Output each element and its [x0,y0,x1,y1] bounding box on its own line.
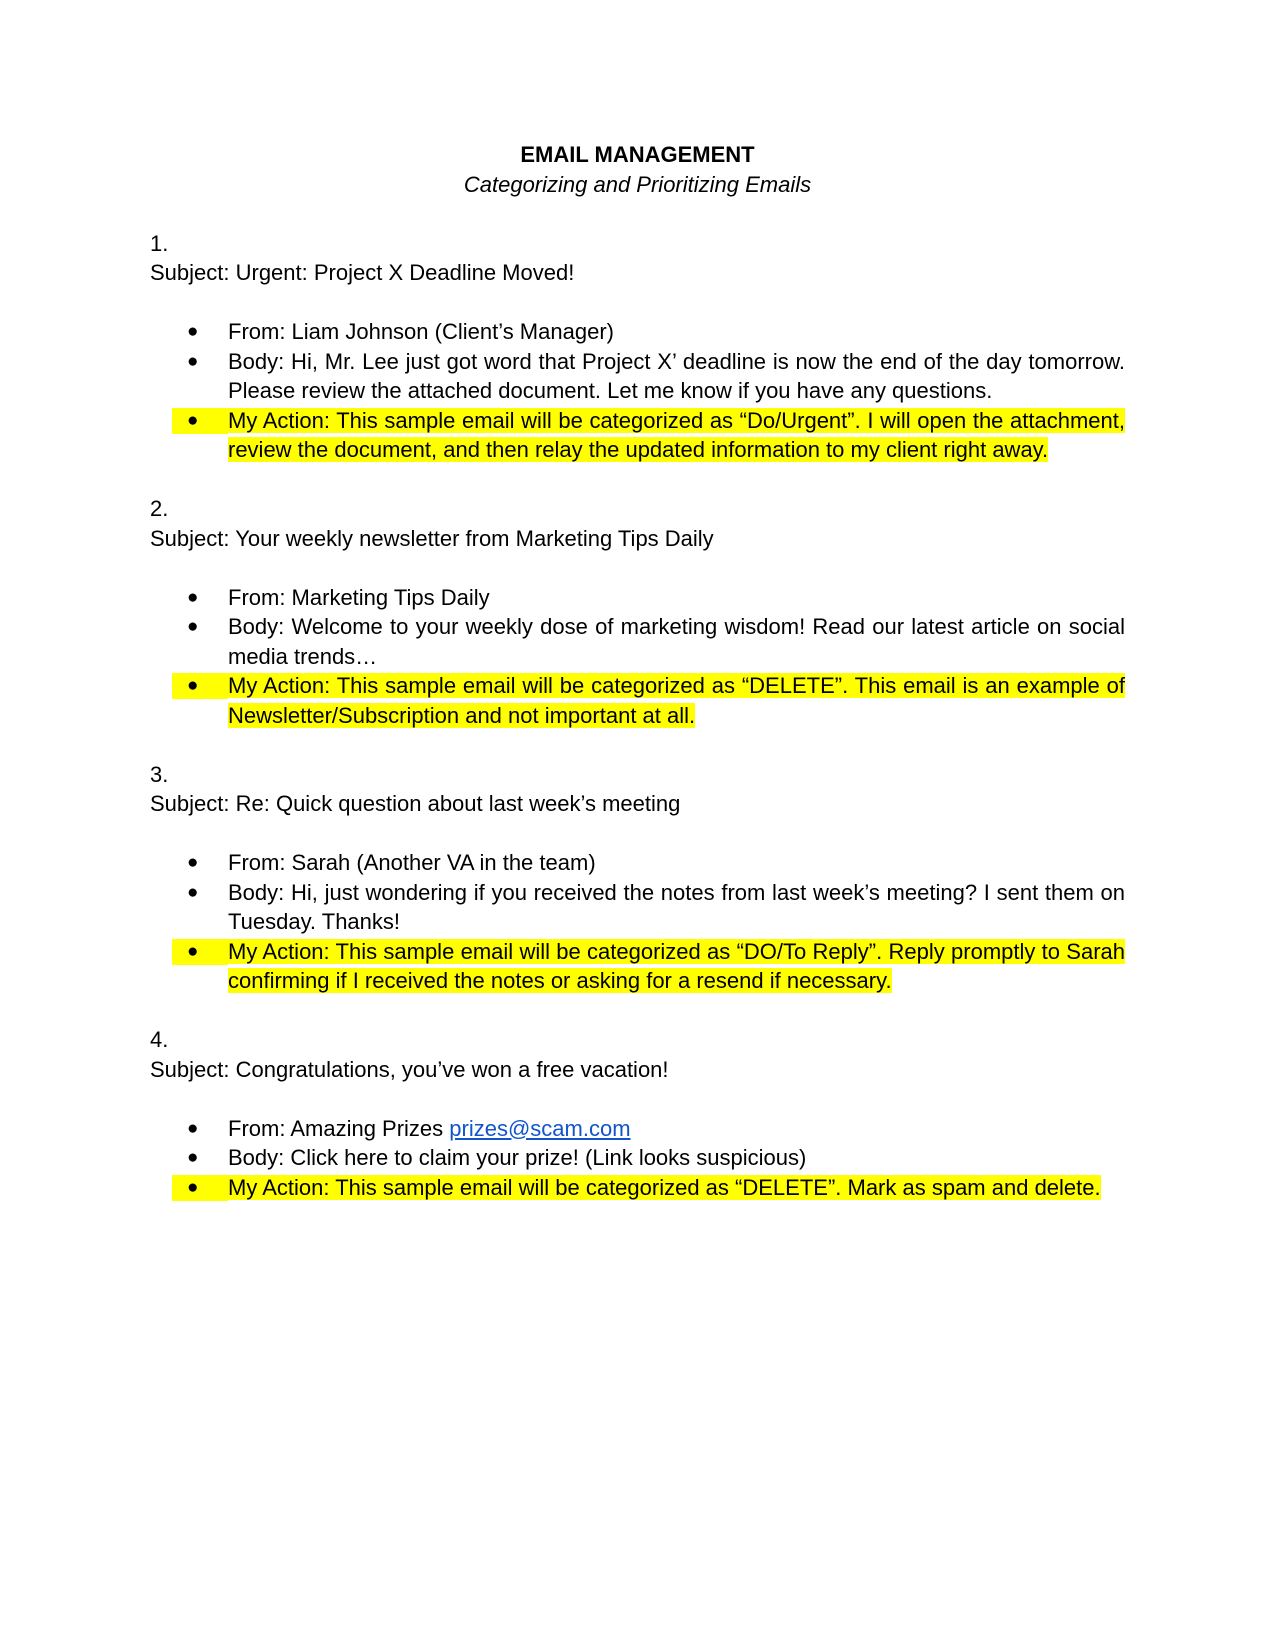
email-number: 1. [150,230,169,256]
body-text: Body: Hi, Mr. Lee just got word that Project X’ deadline is now the end of the day tomorrow. Please review the attached document. Let me know if you have any questions. [228,348,1125,403]
bullet-icon: ● [172,408,228,434]
email-subject: Subject: Congratulations, you’ve won a free vacation! [150,1056,669,1082]
email-section-1 [150,229,1125,465]
bullet-icon: ● [187,1117,199,1139]
email-section-4 [150,1025,1125,1202]
from-item [150,317,1125,347]
body-text: Body: Hi, just wondering if you received the notes from last week’s meeting? I sent them on Tuesday. Thanks! [228,879,1125,934]
action-text-highlighted: My Action: This sample email will be categorized as “DELETE”. Mark as spam and delete. [228,1174,1101,1200]
email-bullet-list [150,1114,1125,1203]
bullet-icon: ● [172,1175,228,1201]
from-item [150,1114,1125,1144]
action-item [150,937,1125,996]
bullet-icon: ● [187,852,199,873]
email-subject: Subject: Your weekly newsletter from Marketing Tips Daily [150,525,714,551]
action-item [150,671,1125,730]
body-item [150,612,1125,671]
action-text-highlighted: My Action: This sample email will be categorized as “DELETE”. This email is an example of Newsletter/Subscription and not important at all. [228,673,1125,728]
email-bullet-list [150,848,1125,996]
email-bullet-list [150,317,1125,465]
email-number: 3. [150,761,169,787]
bullet-icon: ● [187,1147,199,1168]
email-bullet-list [150,583,1125,731]
from-item [150,848,1125,878]
email-section-3 [150,760,1125,996]
from-text: From: Amazing Prizes [228,1115,450,1141]
from-text: From: Liam Johnson (Client’s Manager) [228,319,614,344]
email-subject: Subject: Urgent: Project X Deadline Moved! [150,260,575,285]
scam-email-link[interactable]: prizes@scam.com [449,1115,631,1141]
email-section-2 [150,494,1125,730]
body-item [150,347,1125,406]
action-item [150,406,1125,465]
bullet-icon: ● [187,616,199,637]
bullet-icon: ● [172,673,228,699]
bullet-icon: ● [187,321,199,342]
body-item [150,878,1125,937]
body-text: Body: Welcome to your weekly dose of marketing wisdom! Read our latest article on social media trends… [228,614,1125,669]
page-title: EMAIL MANAGEMENT [520,142,755,167]
from-text: From: Sarah (Another VA in the team) [228,850,596,875]
bullet-icon: ● [187,586,199,608]
action-item [150,1173,1125,1203]
bullet-icon: ● [187,881,199,903]
from-text: From: Marketing Tips Daily [228,584,490,610]
body-item [150,1143,1125,1173]
body-text: Body: Click here to claim your prize! (Link looks suspicious) [228,1145,807,1170]
action-text-highlighted: My Action: This sample email will be categorized as “DO/To Reply”. Reply promptly to Sarah confirming if I received the notes or asking for a resend if necessary. [228,938,1125,993]
page-subtitle: Categorizing and Prioritizing Emails [463,171,812,197]
email-subject: Subject: Re: Quick question about last week’s meeting [150,791,681,816]
bullet-icon: ● [172,939,228,965]
bullet-icon: ● [187,350,199,372]
action-text-highlighted: My Action: This sample email will be categorized as “Do/Urgent”. I will open the attachment, review the document, and then relay the updated information to my client right away. [228,407,1125,462]
from-item [150,583,1125,613]
email-number: 2. [150,496,169,521]
email-number: 4. [150,1027,169,1052]
